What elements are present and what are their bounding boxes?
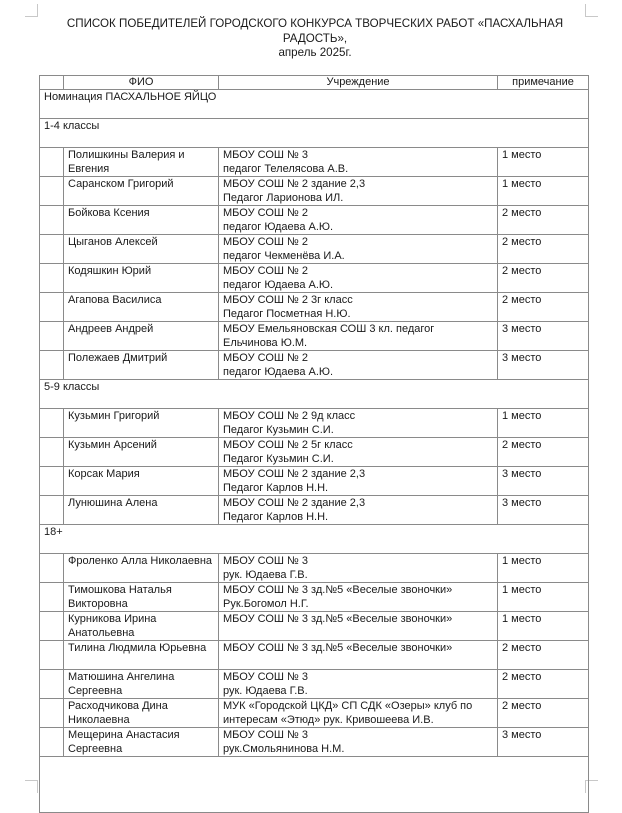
institution-cell [219, 641, 498, 670]
place-note: 3 место [498, 728, 589, 757]
row-number-cell [40, 554, 64, 583]
header-cell-note: примечание [498, 76, 589, 90]
institution-cell [219, 351, 498, 380]
place-note: 3 место [498, 322, 589, 351]
row-number-cell [40, 467, 64, 496]
teacher-name: педагог Юдаева А.Ю. [223, 279, 334, 291]
institution-cell [219, 612, 498, 641]
table-row [40, 583, 589, 612]
teacher-name: Педагог Кузьмин С.И. [223, 424, 334, 436]
teacher-name: педагог Телелясова А.В. [223, 163, 349, 175]
teacher-name: Педагог Карлов Н.Н. [223, 511, 329, 523]
group-row [40, 525, 589, 554]
table-row [40, 554, 589, 583]
participant-name: Корсак Мария [64, 467, 219, 496]
place-note: 1 место [498, 612, 589, 641]
institution-name: МБОУ СОШ № 2 5г класс [223, 439, 353, 451]
institution-name: МБОУ СОШ № 2 здание 2,3 [223, 497, 366, 509]
participant-name: Расходчикова Дина Николаевна [64, 699, 219, 728]
place-note: 1 место [498, 177, 589, 206]
institution-cell [219, 728, 498, 757]
page-corner-mark [585, 4, 598, 17]
participant-name: Полишкины Валерия и Евгения [64, 148, 219, 177]
table-row [40, 293, 589, 322]
table-row [40, 322, 589, 351]
institution-cell [219, 467, 498, 496]
institution-cell [219, 177, 498, 206]
participant-name: Агапова Василиса [64, 293, 219, 322]
place-note: 3 место [498, 351, 589, 380]
participant-name: Мещерина Анастасия Сергеевна [64, 728, 219, 757]
row-number-cell [40, 206, 64, 235]
place-note: 2 место [498, 641, 589, 670]
group-row [40, 380, 589, 409]
institution-name: МБОУ СОШ № 3 [223, 555, 308, 567]
table-row [40, 670, 589, 699]
institution-name: МБОУ СОШ № 3 [223, 149, 308, 161]
institution-cell [219, 206, 498, 235]
page-corner-mark [25, 4, 38, 17]
row-number-cell [40, 409, 64, 438]
header-cell-number [40, 76, 64, 90]
table-row [40, 206, 589, 235]
nomination-row [40, 90, 589, 119]
participant-name: Тимошкова Наталья Викторовна [64, 583, 219, 612]
group-row [40, 119, 589, 148]
place-note: 2 место [498, 438, 589, 467]
place-note: 2 место [498, 699, 589, 728]
row-number-cell [40, 438, 64, 467]
institution-cell [219, 583, 498, 612]
teacher-name: Педагог Посметная Н.Ю. [223, 308, 351, 320]
nomination-title: Номинация ПАСХАЛЬНОЕ ЯЙЦО [40, 90, 589, 119]
participant-name: Лунюшина Алена [64, 496, 219, 525]
page-corner-mark [25, 780, 38, 793]
institution-cell [219, 293, 498, 322]
institution-cell [219, 148, 498, 177]
participant-name: Курникова Ирина Анатольевна [64, 612, 219, 641]
table-row [40, 148, 589, 177]
table-row [40, 728, 589, 757]
place-note: 2 место [498, 670, 589, 699]
institution-name: МБОУ СОШ № 3 зд.№5 «Веселые звоночки» [223, 584, 453, 596]
teacher-name: Рук.Богомол Н.Г. [223, 598, 309, 610]
institution-cell [219, 670, 498, 699]
row-number-cell [40, 322, 64, 351]
teacher-name: Педагог Карлов Н.Н. [223, 482, 329, 494]
row-number-cell [40, 699, 64, 728]
participant-name: Андреев Андрей [64, 322, 219, 351]
participant-name: Кузьмин Григорий [64, 409, 219, 438]
table-row [40, 467, 589, 496]
row-number-cell [40, 351, 64, 380]
institution-name: МБОУ СОШ № 3 [223, 729, 308, 741]
row-number-cell [40, 583, 64, 612]
teacher-name: Педагог Ларионова ИЛ. [223, 192, 344, 204]
place-note: 1 место [498, 409, 589, 438]
header-cell-name: ФИО [64, 76, 219, 90]
table-row [40, 177, 589, 206]
institution-name: МБОУ СОШ № 2 [223, 236, 308, 248]
participant-name: Матюшина Ангелина Сергеевна [64, 670, 219, 699]
institution-cell [219, 235, 498, 264]
institution-name: МБОУ СОШ № 3 зд.№5 «Веселые звоночки» [223, 642, 453, 654]
institution-cell [219, 438, 498, 467]
institution-name: МБОУ СОШ № 2 3г класс [223, 294, 353, 306]
institution-name: МБОУ СОШ № 2 9д класс [223, 410, 356, 422]
institution-name: МУК «Городской ЦКД» СП СДК «Озеры» клуб по [223, 700, 473, 712]
row-number-cell [40, 728, 64, 757]
table-header-row [40, 76, 589, 90]
winners-table [39, 75, 589, 813]
institution-name: МБОУ Емельяновская СОШ 3 кл. педагог [223, 323, 435, 335]
institution-name: МБОУ СОШ № 3 [223, 671, 308, 683]
empty-row [40, 757, 589, 813]
institution-name: МБОУ СОШ № 2 [223, 265, 308, 277]
place-note: 3 место [498, 467, 589, 496]
row-number-cell [40, 293, 64, 322]
empty-cell [40, 757, 589, 813]
participant-name: Кузьмин Арсений [64, 438, 219, 467]
teacher-name: Ельчинова Ю.М. [223, 337, 308, 349]
row-number-cell [40, 148, 64, 177]
participant-name: Полежаев Дмитрий [64, 351, 219, 380]
table-row [40, 264, 589, 293]
place-note: 2 место [498, 264, 589, 293]
participant-name: Бойкова Ксения [64, 206, 219, 235]
place-note: 1 место [498, 554, 589, 583]
participant-name: Цыганов Алексей [64, 235, 219, 264]
row-number-cell [40, 177, 64, 206]
place-note: 1 место [498, 583, 589, 612]
title-date: апрель 2025г. [278, 46, 352, 59]
institution-name: МБОУ СОШ № 3 зд.№5 «Веселые звоночки» [223, 613, 453, 625]
table-row [40, 641, 589, 670]
title-line: СПИСОК ПОБЕДИТЕЛЕЙ ГОРОДСКОГО КОНКУРСА ТВОРЧЕСКИХ РАБОТ «ПАСХАЛЬНАЯ [66, 17, 564, 30]
table-row [40, 409, 589, 438]
table-row [40, 438, 589, 467]
table-row [40, 235, 589, 264]
institution-cell [219, 322, 498, 351]
teacher-name: рук. Юдаева Г.В. [223, 685, 308, 697]
document-title [40, 17, 590, 61]
group-label: 5-9 классы [40, 380, 589, 409]
place-note: 1 место [498, 148, 589, 177]
row-number-cell [40, 612, 64, 641]
place-note: 2 место [498, 235, 589, 264]
teacher-name: рук. Юдаева Г.В. [223, 569, 308, 581]
institution-name: МБОУ СОШ № 2 здание 2,3 [223, 468, 366, 480]
row-number-cell [40, 670, 64, 699]
header-cell-institution: Учреждение [219, 76, 498, 90]
teacher-name: педагог Юдаева А.Ю. [223, 366, 334, 378]
participant-name: Тилина Людмила Юрьевна [64, 641, 219, 670]
teacher-name: Педагог Кузьмин С.И. [223, 453, 334, 465]
row-number-cell [40, 235, 64, 264]
participant-name: Кодяшкин Юрий [64, 264, 219, 293]
institution-name: МБОУ СОШ № 2 [223, 352, 308, 364]
teacher-name: интересам «Этюд» рук. Кривошеева И.В. [223, 714, 434, 726]
place-note: 3 место [498, 496, 589, 525]
participant-name: Саранском Григорий [64, 177, 219, 206]
teacher-name: рук.Смольянинова Н.М. [223, 743, 345, 755]
table-row [40, 612, 589, 641]
row-number-cell [40, 641, 64, 670]
institution-cell [219, 554, 498, 583]
title-line: РАДОСТЬ», [282, 31, 348, 45]
institution-cell [219, 699, 498, 728]
participant-name: Фроленко Алла Николаевна [64, 554, 219, 583]
institution-cell [219, 409, 498, 438]
group-label: 1-4 классы [40, 119, 589, 148]
table-row [40, 496, 589, 525]
teacher-name: педагог Чекменёва И.А. [223, 250, 345, 262]
institution-cell [219, 496, 498, 525]
institution-name: МБОУ СОШ № 2 здание 2,3 [223, 178, 366, 190]
institution-name: МБОУ СОШ № 2 [223, 207, 308, 219]
row-number-cell [40, 264, 64, 293]
table-row [40, 351, 589, 380]
group-label: 18+ [40, 525, 589, 554]
table-row [40, 699, 589, 728]
institution-cell [219, 264, 498, 293]
place-note: 2 место [498, 206, 589, 235]
row-number-cell [40, 496, 64, 525]
place-note: 2 место [498, 293, 589, 322]
teacher-name: педагог Юдаева А.Ю. [223, 221, 334, 233]
